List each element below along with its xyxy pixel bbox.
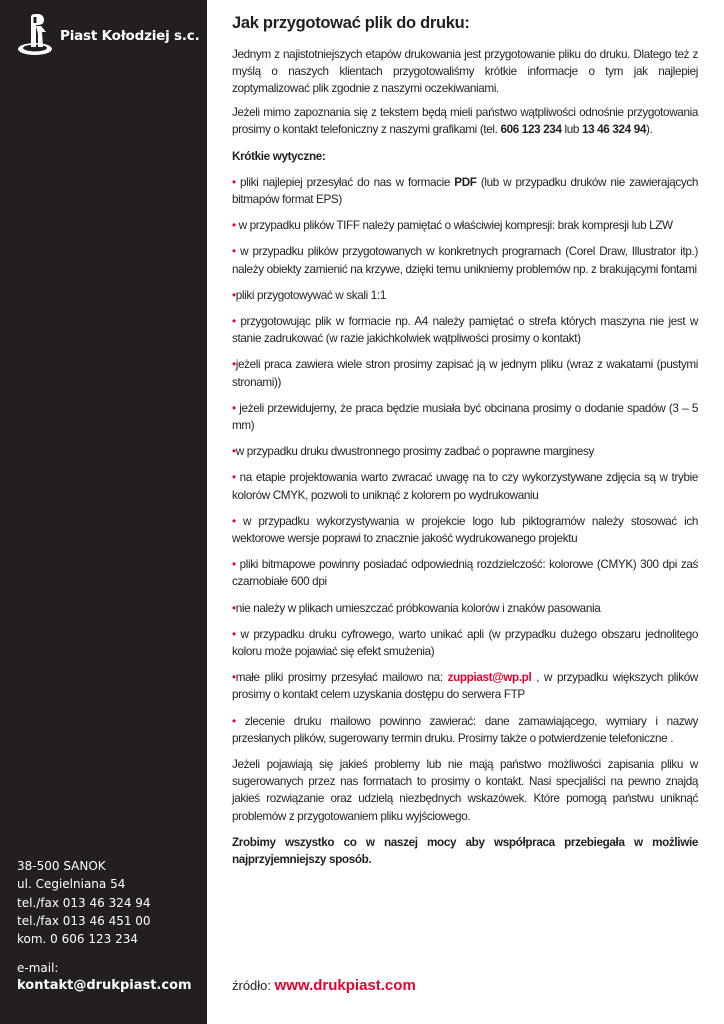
list-item: • przygotowując plik w formacie np. A4 należy pamiętać o strefa których maszyna nie jest w stanie zadrukować (w razie jakichkolwiek wątpliwości prosimy o kontakt) [232, 314, 698, 346]
sidebar [0, 0, 207, 1024]
list-item: • w przypadku plików TIFF należy pamiętać o właściwiej kompresji: brak kompresji lub LZW [232, 219, 673, 233]
bullet-icon: • [232, 245, 236, 259]
list-item: • pliki bitmapowe powinny posiadać odpowiednią rozdzielczość: kolorowe (CMYK) 300 dpi zaś czarnobiałe 600 dpi [232, 558, 698, 589]
main-content [232, 12, 698, 877]
list-item: • pliki najlepiej przesyłać do nas w formacie PDF (lub w przypadku druków nie zawierających bitmapów format EPS) [232, 175, 698, 206]
list-item: • w przypadku druku cyfrowego, warto unikać apli (w przypadku dużego obszaru jednolitego koloru może pojawiać się efekt smużenia) [232, 627, 698, 658]
guidelines-heading: Krótkie wytyczne: [232, 149, 326, 163]
list-item: • w przypadku plików przygotowanych w konkretnych programach (Corel Draw, Illustrator itp.) należy obiekty zamienić na krzywe, dzięki temu unikniemy problemów np. z brakującymi fontami [232, 245, 698, 276]
source-website-link[interactable]: www.drukpiast.com [274, 977, 416, 994]
phone-number: 606 123 234 [500, 123, 562, 137]
bullet-icon: • [232, 219, 236, 233]
page-title: Jak przygotować plik do druku: [232, 14, 470, 32]
problems-paragraph: Jeżeli pojawiają się jakieś problemy lub nie mają państwo możliwości zapisania pliku w sugerowanych przez nas formatach to prosimy o kontakt. Nasi specjaliści na pewno znajdą jakieś rozwiązanie oraz udzielą niezbędnych wskazówek. Które pomogą państwu uniknąć problemów z przygotowaniem pliku wyjściowego. [232, 758, 698, 823]
bullet-icon: • [232, 601, 236, 615]
address-line: 38-500 SANOK [17, 859, 106, 873]
source-line [232, 977, 416, 994]
list-item: •nie należy w plikach umieszczać próbkowania kolorów i znaków pasowania [232, 601, 601, 615]
bullet-icon: • [232, 471, 236, 485]
bullet-icon: • [232, 314, 236, 328]
source-label: źródło: [232, 978, 275, 993]
list-item: • w przypadku wykorzystywania w projekcie logo lub piktogramów należy stosować ich wektorowe wersje poprawi to znacznie jakość wydrukowanego projektu [232, 514, 698, 545]
bullet-icon: • [232, 288, 236, 302]
email-label: e-mail: [17, 961, 59, 975]
piast-logo-icon [16, 12, 54, 58]
intro-paragraph: Jednym z najistotniejszych etapów drukowania jest przygotowanie pliku do druku. Dlatego też z myślą o naszych klientach przygotowaliśmy krótkie informacje o tym jak najlepiej zoptymalizować plik zgodnie z naszymi oczekiwaniami. [232, 48, 698, 96]
bullet-icon: • [232, 175, 236, 189]
closing-paragraph: Zrobimy wszystko co w naszej mocy aby współpraca przebiegała w możliwie najprzyjemniejszy sposób. [232, 835, 698, 867]
bullet-icon: • [232, 401, 236, 415]
list-item: •pliki przygotowywać w skali 1:1 [232, 288, 386, 302]
list-item: • na etapie projektowania warto zwracać uwagę na to czy wykorzystywane zdjęcia są w trybie kolorów CMYK, pozwoli to uniknąć z kolorem po wydrukowaniu [232, 471, 698, 502]
company-address [17, 857, 151, 948]
contact-paragraph: Jeżeli mimo zapoznania się z tekstem będą mieli państwo wątpliwości odnośnie przygotowania prosimy o kontakt telefoniczny z naszymi grafikami (tel. 606 123 234 lub 13 46 324 94). [232, 106, 698, 137]
upload-email-link[interactable]: zuppiast@wp.pl [447, 671, 532, 685]
bullet-icon: • [232, 714, 236, 728]
bullet-icon: • [232, 627, 236, 641]
bullet-icon: • [232, 445, 236, 459]
contact-email-link[interactable]: kontakt@drukpiast.com [17, 978, 192, 993]
list-item: • jeżeli przewidujemy, że praca będzie musiała być obcinana prosimy o dodanie spadów (3 – 5 mm) [232, 401, 698, 432]
list-item: • zlecenie druku mailowo powinno zawierać: dane zamawiającego, wymiary i nazwy przesłanych plików, sugerowany termin druku. Prosimy także o potwierdzenie telefoniczne . [232, 714, 698, 745]
address-line: tel./fax 013 46 324 94 [17, 895, 151, 910]
phone-number: 13 46 324 94 [581, 123, 646, 137]
address-line: kom. 0 606 123 234 [17, 932, 138, 947]
bullet-icon: • [232, 514, 236, 528]
company-logo [16, 12, 200, 58]
bullet-icon: • [232, 358, 236, 372]
address-line: ul. Cegielniana 54 [17, 877, 126, 892]
bullet-icon: • [232, 671, 236, 685]
list-item: •małe pliki prosimy przesyłać mailowo na: zuppiast@wp.pl , w przypadku większych plików prosimy o kontakt celem uzyskania dostępu do serwera FTP [232, 671, 698, 702]
address-line: tel./fax 013 46 451 00 [17, 913, 151, 928]
company-name: Piast Kołodziej s.c. [60, 28, 200, 44]
bullet-icon: • [232, 558, 236, 572]
list-item: •jeżeli praca zawiera wiele stron prosimy zapisać ją w jednym pliku (wraz z wakatami (pustymi stronami)) [232, 358, 698, 389]
list-item: •w przypadku druku dwustronnego prosimy zadbać o poprawne marginesy [232, 445, 594, 459]
